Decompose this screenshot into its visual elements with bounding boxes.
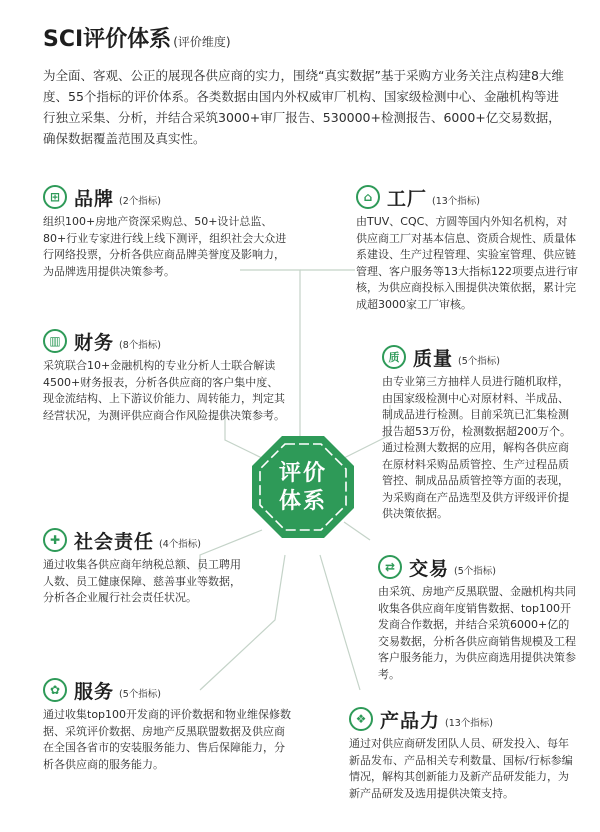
responsibility-icon: ✚ — [43, 528, 67, 552]
indicator-count: (2个指标) — [119, 196, 161, 207]
page-subtitle: (评价维度) — [173, 35, 231, 49]
indicator-count: (13个指标) — [445, 718, 494, 729]
page-title: SCI评价体系 — [43, 27, 172, 52]
dimension-description: 由TUV、CQC、方圆等国内外知名机构，对供应商工厂对基本信息、资质合规性、质量体系建设、生产过程管理、实验室管理、供应链管理、客户服务等13大指标122项要点进行审核，为供应商投标入围提供决策依据，累计完成超3000家工厂审核。 — [356, 215, 578, 311]
center-line-1: 评价 — [278, 461, 327, 486]
quality-icon: 质 — [382, 345, 406, 369]
indicator-count: (5个指标) — [458, 356, 500, 367]
dimension-card-factory — [356, 183, 578, 313]
dimension-name: 工厂 — [387, 187, 428, 210]
intro-paragraph: 为全面、客观、公正的展现各供应商的实力，围绕“真实数据”基于采购方业务关注点构建8大维度、55个指标的评价体系。各类数据由国内外权威审厂机构、国家级检测中心、金融机构等进行独立采集、分析，并结合采筑3000+审厂报告、530000+检测报告、6000+亿交易数据，确保数据覆盖范围及真实性。 — [43, 68, 564, 146]
dimension-card-social-responsibility — [43, 526, 248, 607]
indicator-count: (4个指标) — [159, 539, 201, 550]
service-icon: ✿ — [43, 678, 67, 702]
finance-icon: ▥ — [43, 329, 67, 353]
dimension-card-service — [43, 676, 295, 773]
dimension-description: 由采筑、房地产反黑联盟、金融机构共同收集各供应商年度销售数据、top100开发商合作数据，并结合采筑6000+亿的交易数据，分析各供应商销售规模及工程客户服务能力，为供应商选用提供决策参考。 — [378, 585, 576, 681]
dimension-name: 品牌 — [74, 187, 115, 210]
dimension-card-finance — [43, 327, 288, 424]
brand-icon: ⊞ — [43, 185, 67, 209]
dimension-card-product — [349, 705, 578, 802]
dimension-description: 通过对供应商研发团队人员、研发投入、每年新品发布、产品相关专利数量、国标/行标参编情况，解构其创新能力及新产品研发能力，为新产品研发及选用提供决策支持。 — [349, 737, 573, 800]
dimension-description: 由专业第三方抽样人员进行随机取样，由国家级检测中心对原材料、半成品、制成品进行检测。目前采筑已汇集检测报告超53万份，检测数据超200万个。通过检测大数据的应用，解构各供应商在原材料采购品质管控、生产过程品质管控、制成品品质管控等方面的表现，为采购商在产品选型及供方评级评价提供决策依据。 — [382, 375, 571, 520]
connector-transaction — [344, 522, 370, 540]
center-line-2: 体系 — [278, 489, 327, 514]
dimension-name: 服务 — [74, 680, 115, 703]
indicator-count: (13个指标) — [432, 196, 481, 207]
product-icon: ❖ — [349, 707, 373, 731]
indicator-count: (8个指标) — [119, 340, 161, 351]
dimension-description: 通过收集top100开发商的评价数据和物业维保修数据、采筑评价数据、房地产反黑联盟数据及供应商在全国各省市的安装服务能力、售后保障能力，分析各供应商的服务能力。 — [43, 708, 292, 771]
connector-product — [320, 555, 360, 690]
dimension-name: 产品力 — [380, 709, 441, 732]
indicator-count: (5个指标) — [119, 689, 161, 700]
center-badge-label — [268, 460, 338, 516]
dimension-description: 通过收集各供应商年纳税总额、员工聘用人数、员工健康保障、慈善事业等数据，分析各企业履行社会责任状况。 — [43, 558, 241, 604]
indicator-count: (5个指标) — [454, 566, 496, 577]
dimension-description: 采筑联合10+金融机构的专业分析人士联合解读4500+财务报表，分析各供应商的客户集中度、现金流结构、上下游议价能力、周转能力，判定其经营状况，为测评供应商合作风险提供决策参考。 — [43, 359, 285, 422]
dimension-description: 组织100+房地产资深采购总、50+设计总监、80+行业专家进行线上线下测评，组织社会大众进行网络投票，分析各供应商品牌美誉度及影响力，为品牌选用提供决策参考。 — [43, 215, 287, 278]
dimension-card-quality — [382, 343, 578, 523]
dimension-name: 交易 — [409, 557, 450, 580]
dimension-name: 社会责任 — [74, 530, 155, 553]
factory-icon: ⌂ — [356, 185, 380, 209]
transaction-icon: ⇄ — [378, 555, 402, 579]
dimension-card-transaction — [378, 553, 578, 683]
dimension-card-brand — [43, 183, 288, 280]
dimension-name: 质量 — [413, 347, 454, 370]
dimension-name: 财务 — [74, 331, 115, 354]
